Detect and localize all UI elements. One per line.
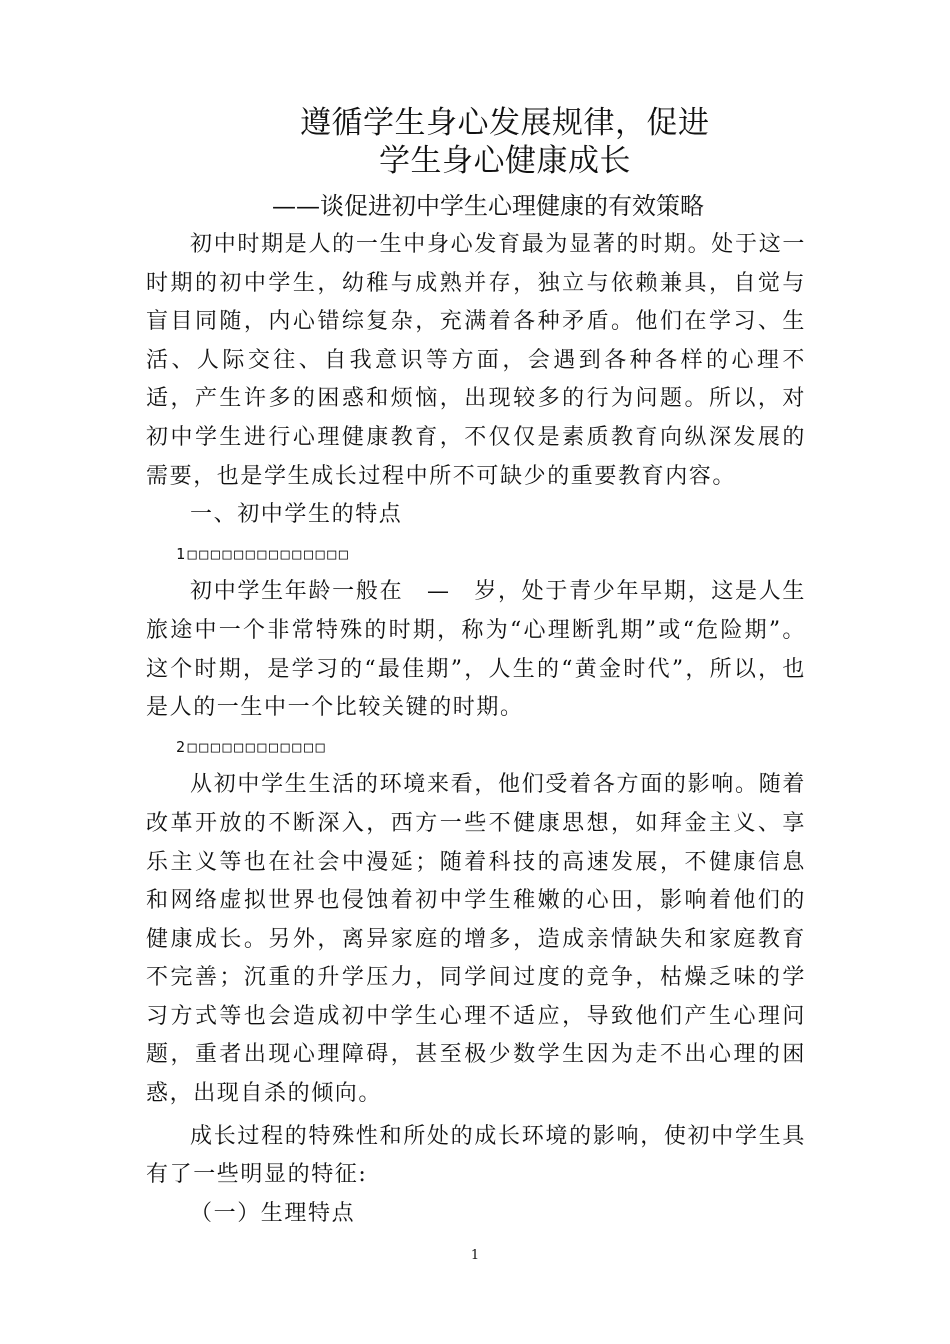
environment-paragraph: 从初中学生生活的环境来看，他们受着各方面的影响。随着改革开放的不断深入，西方一些不健康思想，如拜金主义、享乐主义等也在社会中漫延；随着科技的高速发展，不健康信息和网络虚拟世界也侵蚀着初中学生稚嫩的心田，影响着他们的健康成长。另外，离异家庭的增多，造成亲情缺失和家庭教育不完善；沉重的升学压力，同学间过度的竞争，枯燥乏味的学习方式等也会造成初中学生心理不适应，导致他们产生心理问题，重者出现心理障碍，甚至极少数学生因为走不出心理的困惑，出现自杀的倾向。 — [146, 772, 806, 1107]
document-title-line-2: 学生身心健康成长 — [379, 143, 631, 179]
age-paragraph: 初中学生年龄一般在 — 岁，处于青少年早期，这是人生旅途中一个非常特殊的时期，称为“心理断乳期”或“危险期”。这个时期，是学习的“最佳期”，人生的“黄金时代”，所以，也是人的一生中一个比较关键的时期。 — [146, 579, 806, 721]
page-number: 1 — [470, 1248, 480, 1263]
intro-paragraph: 初中时期是人的一生中身心发育最为显著的时期。处于这一时期的初中学生，幼稚与成熟并存，独立与依赖兼具，自觉与盲目同随，内心错综复杂，充满着各种矛盾。他们在学习、生活、人际交往、自我意识等方面，会遇到各种各样的心理不适，产生许多的困惑和烦恼，出现较多的行为问题。所以，对初中学生进行心理健康教育，不仅仅是素质教育向纵深发展的需要，也是学生成长过程中所不可缺少的重要教育内容。 — [146, 232, 806, 489]
document-body — [146, 226, 806, 1233]
characteristics-paragraph: 成长过程的特殊性和所处的成长环境的影响，使初中学生具有了一些明显的特征: — [146, 1123, 806, 1188]
subheading-2-garbled: 2□□□□□□□□□□□□ — [176, 737, 328, 756]
document-subtitle: ——谈促进初中学生心理健康的有效策略 — [272, 192, 704, 220]
subheading-1-garbled: 1□□□□□□□□□□□□□□ — [176, 544, 351, 563]
section-heading-1: 一、初中学生的特点 — [190, 502, 403, 528]
document-title-line-1: 遵循学生身心发展规律，促进 — [300, 105, 710, 141]
subsection-heading-physiology: （一）生理特点 — [190, 1200, 356, 1226]
